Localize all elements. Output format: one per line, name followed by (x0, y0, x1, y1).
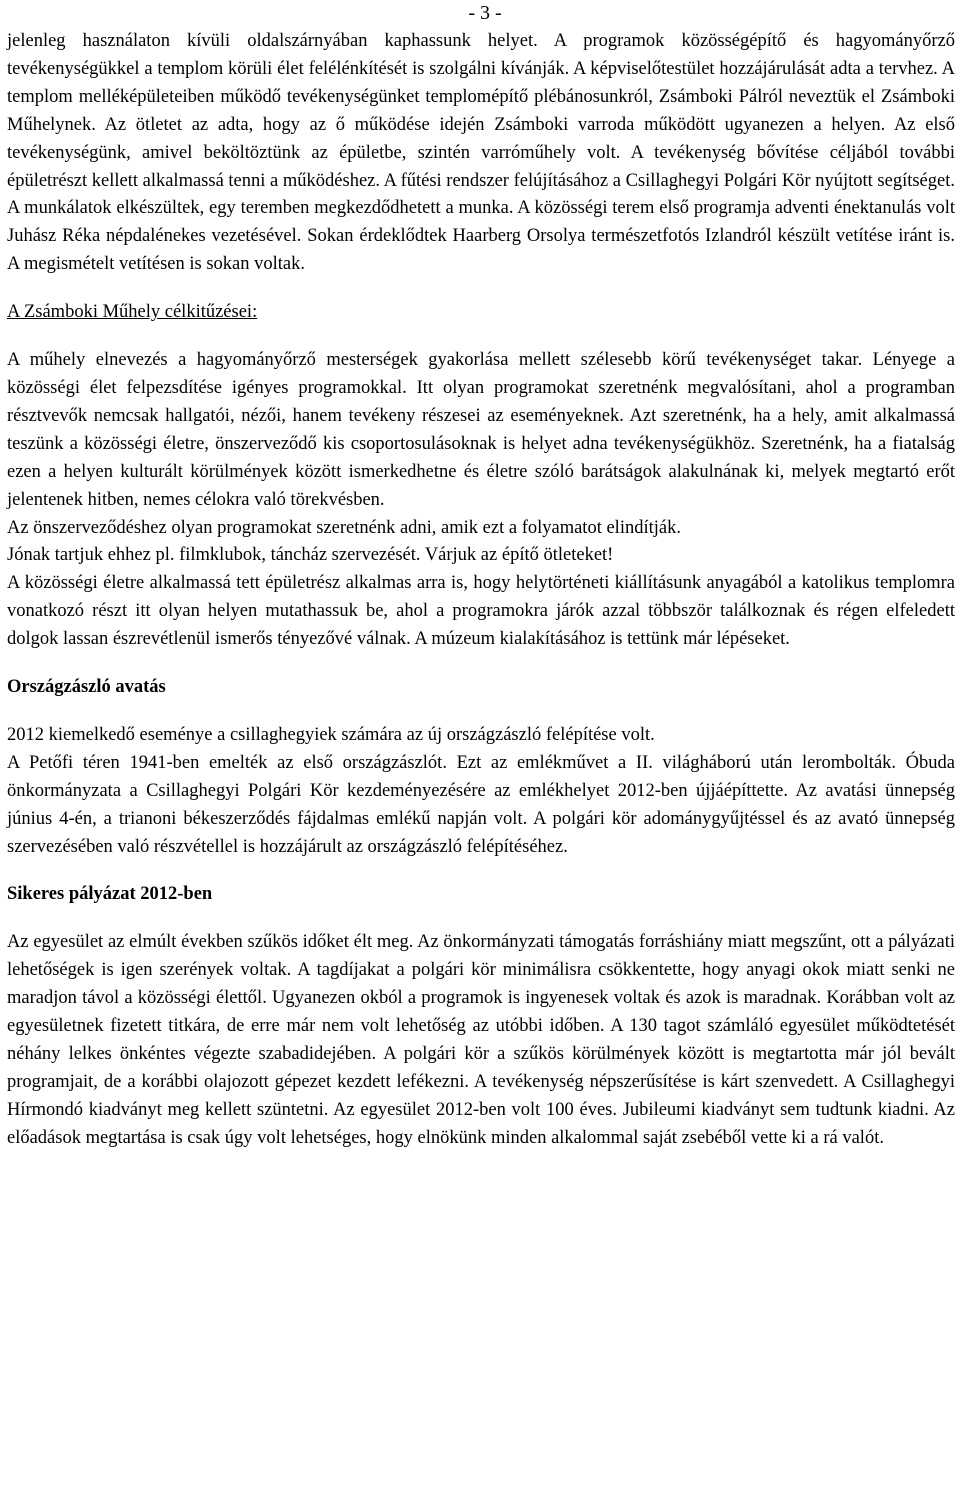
spacer (7, 909, 955, 929)
workshop-goals-paragraph-3: Jónak tartjuk ehhez pl. filmklubok, táncház szervezését. Várjuk az építő ötleteket! (7, 545, 614, 566)
flag-section-heading: Országzászló avatás (7, 677, 166, 698)
spacer (7, 279, 955, 299)
spacer (7, 327, 955, 347)
spacer (7, 702, 955, 722)
grant-section-heading: Sikeres pályázat 2012-ben (7, 884, 213, 905)
intro-paragraph: jelenleg használaton kívüli oldalszárnyában kaphassunk helyet. A programok közösségépítő és hagyományőrző tevékenységükkel a templom körüli élet felélénkítését is szolgálni kívánják. A képviselőtestület hozzájárulását adta a tervhez. A templom melléképületeiben működő tevékenységünket templomépítő plébánosunkról, Zsámboki Pálról neveztük el Zsámboki Műhelynek. Az ötletet az adta, hogy az ő működése idején Zsámboki varroda működött ugyanezen a helyen. Az első tevékenységünk, amivel beköltöztünk az épületbe, szintén varróműhely volt. A tevékenység bővítése céljából további épületrészt kellett alkalmassá tenni a működéshez. A fűtési rendszer felújításához a Csillaghegyi Polgári Kör nyújtott segítséget. A munkálatok elkészültek, egy teremben megkezdődhetett a munka. A közösségi terem első programja adventi énektanulás volt Juhász Réka népdalénekes vezetésével. Sokan érdeklődtek Haarberg Orsolya természetfotós Izlandról készült vetítése iránt is. A megismételt vetítésen is sokan voltak. (7, 31, 955, 275)
spacer (7, 654, 955, 674)
document-page (7, 0, 955, 1153)
workshop-goals-paragraph-1: A műhely elnevezés a hagyományőrző mesterségek gyakorlása mellett szélesebb körű tevékenységet takar. Lényege a közösségi élet felpezsdítése igényes programokkal. Itt olyan programokat szeretnénk megvalósítani, ahol a programban résztvevők nemcsak hallgatói, nézői, hanem tevékeny részesei az eseményeknek. Azt szeretnénk, ha a hely, amit alkalmassá teszünk a közösségi életre, önszerveződő kis csoportosulásoknak is helyet adna tevékenységükhöz. Szeretnénk, ha a fiatalság ezen a helyen kulturált körülmények között ismerkedhetne és életre szóló barátságok alakulnának ki, melyek megtartó erőt jelentenek hitben, nemes célokra való törekvésben. (7, 350, 955, 510)
workshop-goals-heading: A Zsámboki Műhely célkitűzései: (7, 302, 258, 323)
flag-section-paragraph-1: 2012 kiemelkedő eseménye a csillaghegyiek számára az új országzászló felépítése volt. (7, 724, 655, 745)
page-number: - 3 - (468, 2, 502, 24)
flag-section-paragraph-2: A Petőfi téren 1941-ben emelték az első országzászlót. Ezt az emlékművet a II. világháború után lerombolták. Óbuda önkormányzata a Csillaghegyi Polgári Kör kezdeményezésére az emlékhelyet 2012-ben újjáépíttette. Az avatási ünnepség június 4-én, a trianoni békeszerződés fájdalmas emlékű napján volt. A polgári kör adománygyűjtéssel és az avató ünnepség szervezésében való részvétellel is hozzájárult az országzászló felépítéséhez. (7, 752, 955, 857)
grant-section-paragraph-1: Az egyesület az elmúlt években szűkös időket élt meg. Az önkormányzati támogatás forráshiány miatt megszűnt, ott a pályázati lehetőségek is igen szerények voltak. A tagdíjakat a polgári kör minimálisra csökkentette, hogy anyagi okok miatt senki ne maradjon távol a közösségi élettől. Ugyanezen okból a programok is ingyenesek voltak és azok is maradnak. Korábban volt az egyesületnek fizetett titkára, de erre már nem volt lehetőség az utóbbi időben. A 130 tagot számláló egyesület működtetését néhány lelkes önkéntes végezte szabadidejében. A polgári kör a szűkös körülmények között is megtartotta már jól bevált programjait, de a korábbi olajozott gépezet kezdett lefékezni. A tevékenység népszerűsítése is kárt szenvedett. A Csillaghegyi Hírmondó kiadványt meg kellett szüntetni. Az egyesület 2012-ben volt 100 éves. Jubileumi kiadványt sem tudtunk kiadni. Az előadások megtartása is csak úgy volt lehetséges, hogy elnökünk minden alkalommal saját zsebéből vette ki a rá valót. (7, 932, 955, 1148)
spacer (7, 861, 955, 881)
workshop-goals-paragraph-2: Az önszerveződéshez olyan programokat szeretnénk adni, amik ezt a folyamatot elindítják. (7, 517, 681, 538)
workshop-goals-paragraph-4: A közösségi életre alkalmassá tett épületrész alkalmas arra is, hogy helytörténeti kiállításunk anyagából a katolikus templomra vonatkozó részt itt olyan helyen mutathassuk be, ahol a programokra járók azzal többször találkoznak és régen elfeledett dolgok lassan észrevétlenül ismerős tényezővé válnak. A múzeum kialakításához is tettünk már lépéseket. (7, 573, 955, 650)
